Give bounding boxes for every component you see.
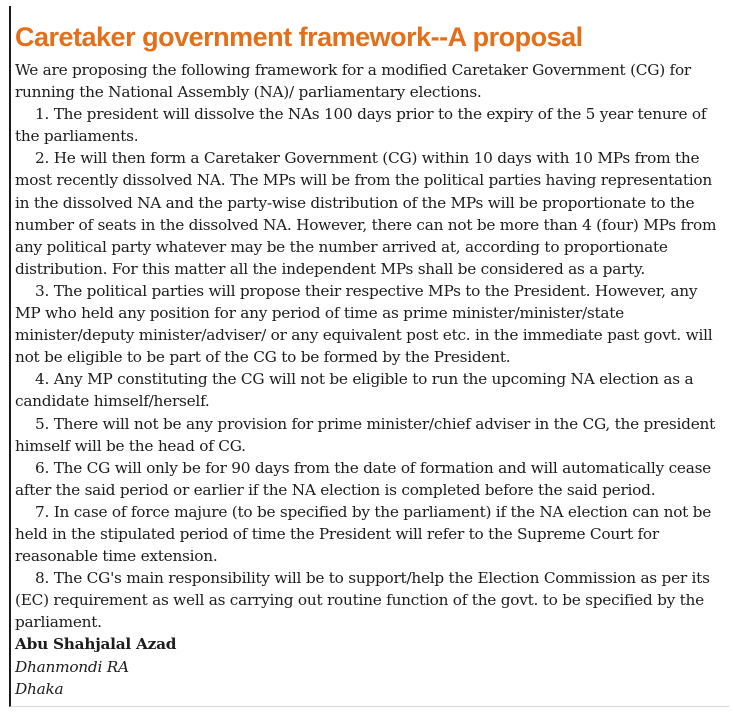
headline: Caretaker government framework--A proposal [15,22,583,52]
proposal-item-5: 5. There will not be any provision for prime minister/chief adviser in the CG, the president himself will be the head of CG. [15,414,716,455]
letter-body [15,59,721,700]
proposal-item-7: 7. In case of force majure (to be specified by the parliament) if the NA election can not be held in the stipulated period of time the President will refer to the Supreme Court for reasonable time extension. [15,502,712,566]
signature-city: Dhaka [15,679,64,698]
proposal-item-4: 4. Any MP constituting the CG will not be eligible to run the upcoming NA election as a candidate himself/herself. [15,370,694,411]
proposal-item-1: 1. The president will dissolve the NAs 100 days prior to the expiry of the 5 year tenure of the parliaments. [15,105,707,146]
proposal-item-2: 2. He will then form a Caretaker Government (CG) within 10 days with 10 MPs from the most recently dissolved NA. The MPs will be from the political parties having representation in the dissolved NA and the party-wise distribution of the MPs will be proportionate to the number of seats in the dissolved NA. However, there can not be more than 4 (four) MPs from any political party whatever may be the number arrived at, according to proportionate distribution. For this matter all the independent MPs shall be considered as a party. [15,149,717,278]
proposal-item-3: 3. The political parties will propose their respective MPs to the President. However, any MP who held any position for any period of time as prime minister/minister/state minister/deputy minister/adviser/ or any equivalent post etc. in the immediate past govt. will not be eligible to be part of the CG to be formed by the President. [15,281,713,367]
signature-name: Abu Shahjalal Azad [15,635,177,654]
proposal-item-6: 6. The CG will only be for 90 days from the date of formation and will automatically cease after the said period or earlier if the NA election is completed before the said period. [15,458,711,499]
proposal-item-8: 8. The CG's main responsibility will be to support/help the Election Commission as per its (EC) requirement as well as carrying out routine function of the govt. to be specified by the parliament. [15,569,710,632]
intro-paragraph: We are proposing the following framework for a modified Caretaker Government (CG) for running the National Assembly (NA)/ parliamentary elections. [15,61,691,102]
signature-area: Dhanmondi RA [15,657,129,676]
